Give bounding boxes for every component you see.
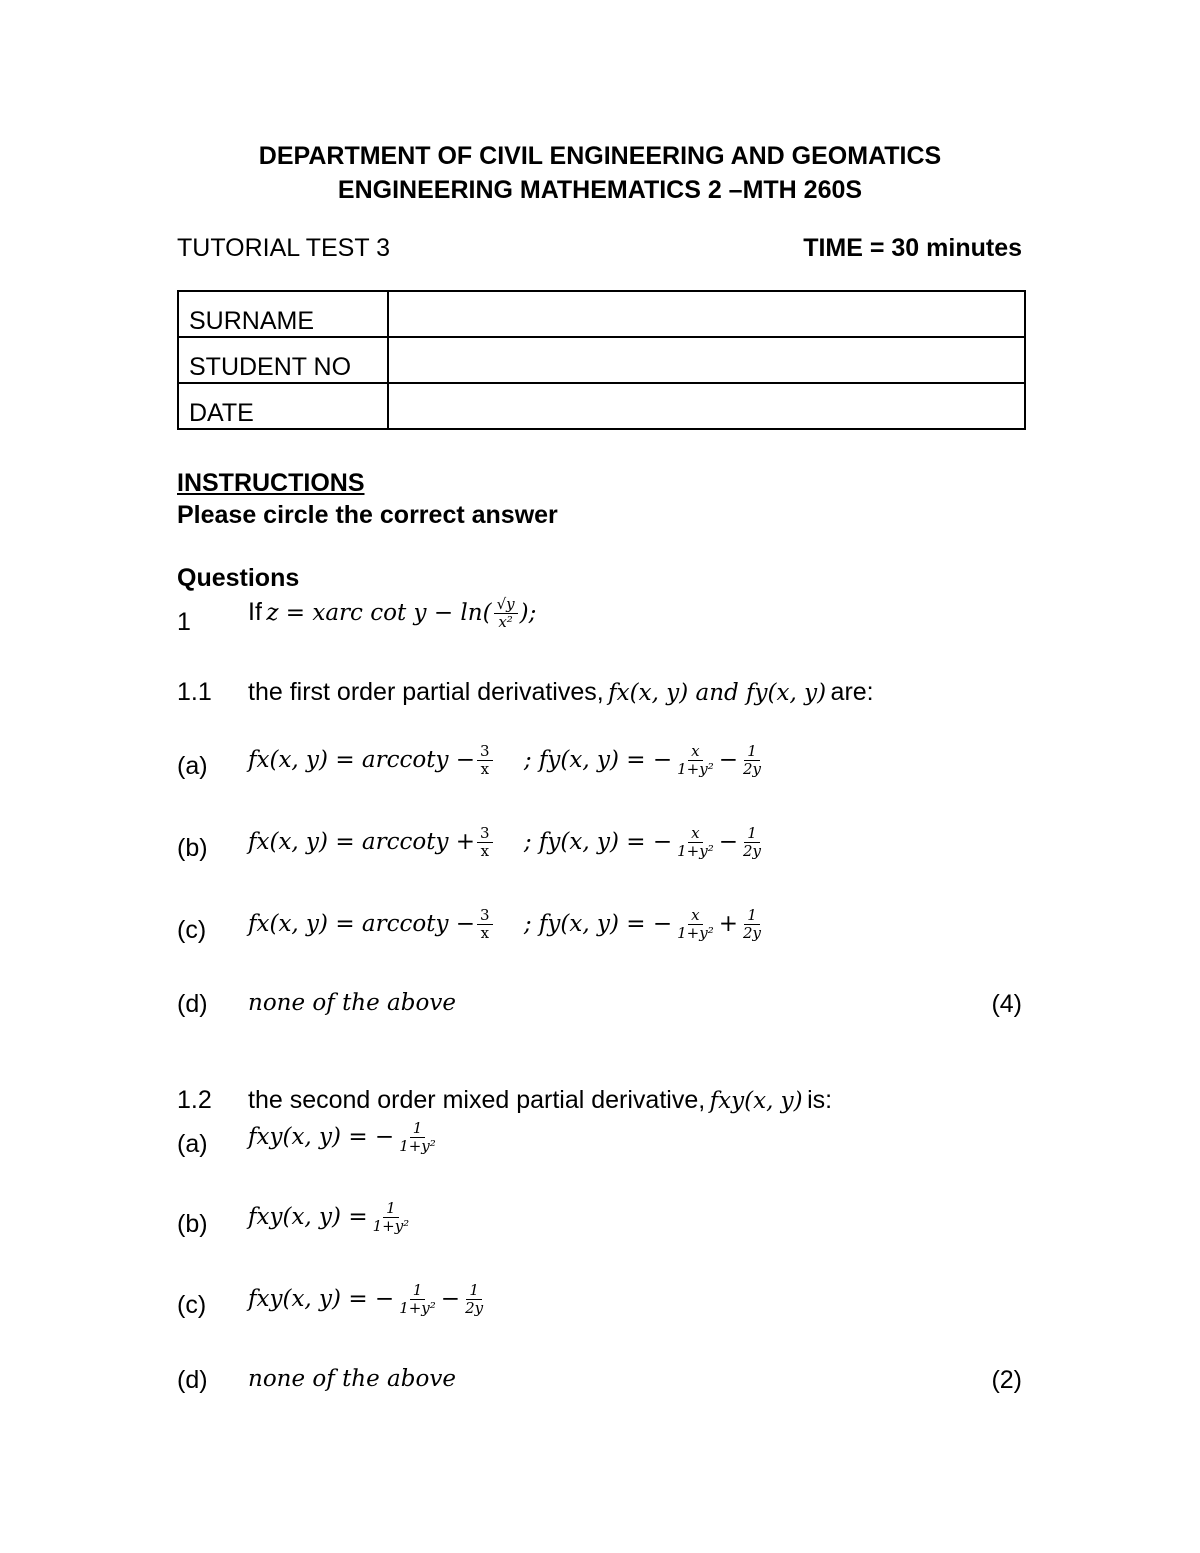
q1-2-option-d[interactable]: none of the above [248, 1366, 456, 1392]
test-title: TUTORIAL TEST 3 [177, 234, 391, 262]
q1-2-option-c[interactable]: fxy(x, y) = − $\frac{1}{\text{1+y²}}$ − $\frac{1}{2y}$ [248, 1281, 484, 1318]
q1-2-option-b[interactable]: fxy(x, y) = $\frac{1}{\text{1+y²}}$ [248, 1199, 410, 1236]
option-label: (b) [177, 834, 208, 862]
option-label: (a) [177, 752, 208, 780]
option-label: (c) [177, 1291, 207, 1319]
student-info-table [177, 290, 1026, 430]
surname-field[interactable] [388, 291, 1025, 337]
student-no-label: STUDENT NO [178, 337, 388, 383]
q1-2-option-a[interactable]: fxy(x, y) = − $\frac{1}{\text{1+y²}}$ [248, 1119, 436, 1156]
q1-1-option-c[interactable]: fx(x, y) = arccoty − $\frac{3}{x}$ ; fy(x, y) = − $\frac{x}{\text{1+y²}}$ + $\frac{1}{2y}$ [248, 906, 762, 943]
q1-number: 1 [177, 608, 191, 636]
option-label: (d) [177, 990, 208, 1018]
q1-1-statement: the first order partial derivatives, fx(x, y) and fy(x, y) are: [248, 678, 874, 706]
surname-label: SURNAME [178, 291, 388, 337]
student-no-field[interactable] [388, 337, 1025, 383]
q1-1-marks: (4) [991, 990, 1022, 1018]
option-label: (a) [177, 1130, 208, 1158]
questions-heading: Questions [177, 564, 300, 592]
q1-1-option-a[interactable]: fx(x, y) = arccoty − $\frac{3}{x}$ ; fy(x, y) = − $\frac{x}{\text{1+y²}}$ − $\frac{1}{2y}$ [248, 742, 762, 779]
option-label: (c) [177, 916, 207, 944]
table-row [178, 291, 1025, 337]
q1-2-statement: the second order mixed partial derivative, fxy(x, y) is: [248, 1086, 833, 1114]
option-label: (d) [177, 1366, 208, 1394]
table-row [178, 383, 1025, 429]
date-field[interactable] [388, 383, 1025, 429]
q1-1-option-b[interactable]: fx(x, y) = arccoty + $\frac{3}{x}$ ; fy(x, y) = − $\frac{x}{\text{1+y²}}$ − $\frac{1}{2y}$ [248, 824, 762, 861]
q1-1-number: 1.1 [177, 678, 212, 706]
q1-statement [248, 596, 536, 632]
time-label: TIME = 30 minutes [803, 234, 1022, 262]
course-title: ENGINEERING MATHEMATICS 2 –MTH 260S [337, 176, 863, 204]
option-label: (b) [177, 1210, 208, 1238]
q1-2-expression: fxy(x, y) [709, 1088, 803, 1114]
department-title: DEPARTMENT OF CIVIL ENGINEERING AND GEOMATICS [258, 142, 942, 170]
q1-1-option-d[interactable]: none of the above [248, 990, 456, 1016]
date-label: DATE [178, 383, 388, 429]
instructions-text: Please circle the correct answer [177, 501, 558, 529]
q1-2-marks: (2) [991, 1366, 1022, 1394]
table-row [178, 337, 1025, 383]
q1-expression: z = xarc cot y − ln( $\frac{√y}{\text{x²}}$ ); [266, 595, 537, 632]
q1-prefix: If [248, 597, 262, 626]
q1-1-expression: fx(x, y) and fy(x, y) [608, 680, 827, 706]
instructions-heading: INSTRUCTIONS [177, 469, 365, 497]
q1-2-number: 1.2 [177, 1086, 212, 1114]
